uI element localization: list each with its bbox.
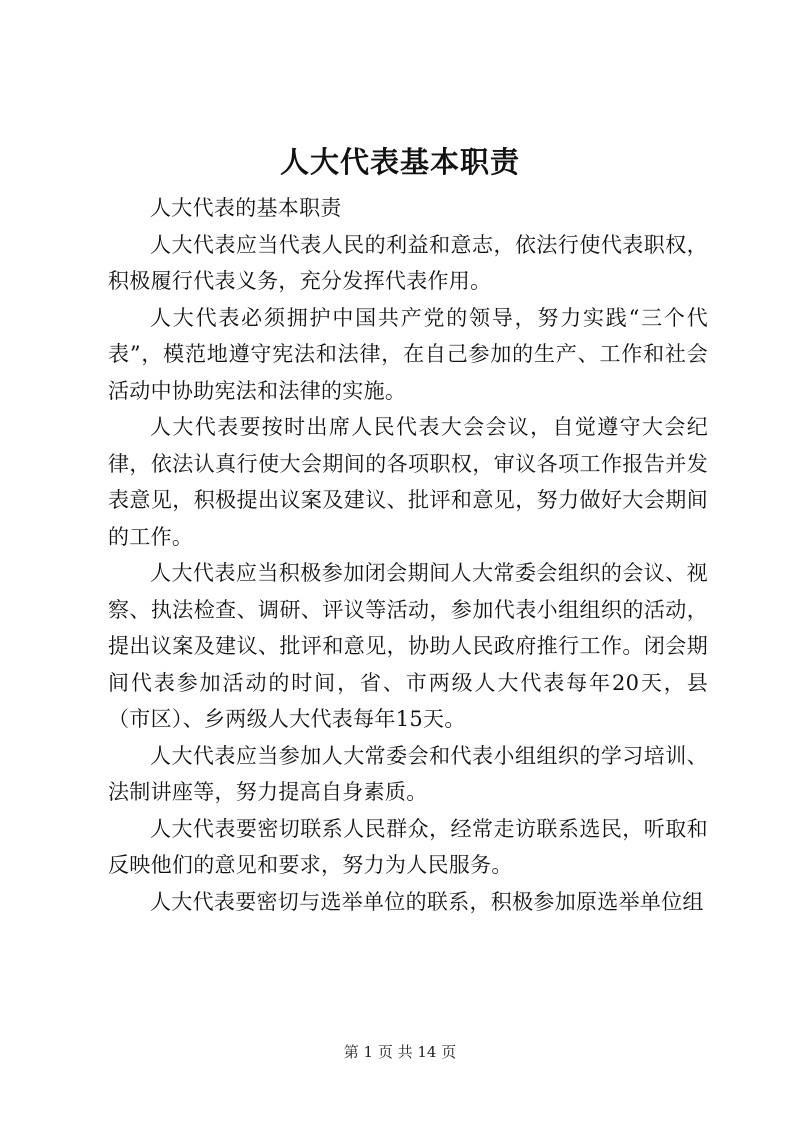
paragraph: 人大代表应当参加人大常委会和代表小组组织的学习培训、法制讲座等，努力提高自身素质。 [108, 743, 708, 804]
paragraph: 人大代表的基本职责 [150, 196, 342, 220]
page-footer: 第 1 页 共 14 页 [343, 1043, 457, 1061]
document-title: 人大代表基本职责 [279, 145, 520, 179]
document-body [108, 190, 708, 920]
paragraph: 人大代表应当积极参加闭会期间人大常委会组织的会议、视察、执法检查、调研、评议等活动，参加代表小组组织的活动，提出议案及建议、批评和意见，协助人民政府推行工作。闭会期间代表参加活动的时间，省、市两级人大代表每年20天，县（市区）、乡两级人大代表每年15天。 [108, 561, 708, 731]
paragraph: 人大代表应当代表人民的利益和意志，依法行使代表职权，积极履行代表义务，充分发挥代表作用。 [108, 232, 708, 293]
paragraph: 人大代表必须拥护中国共产党的领导，努力实践“三个代表”，模范地遵守宪法和法律，在自己参加的生产、工作和社会活动中协助宪法和法律的实施。 [108, 305, 708, 403]
paragraph: 人大代表要密切与选举单位的联系，积极参加原选举单位组 [150, 889, 704, 914]
paragraph: 人大代表要按时出席人民代表大会会议，自觉遵守大会纪律，依法认真行使大会期间的各项职权，审议各项工作报告并发表意见，积极提出议案及建议、批评和意见，努力做好大会期间的工作。 [108, 415, 708, 549]
paragraph: 人大代表要密切联系人民群众，经常走访联系选民，听取和反映他们的意见和要求，努力为人民服务。 [108, 816, 708, 877]
